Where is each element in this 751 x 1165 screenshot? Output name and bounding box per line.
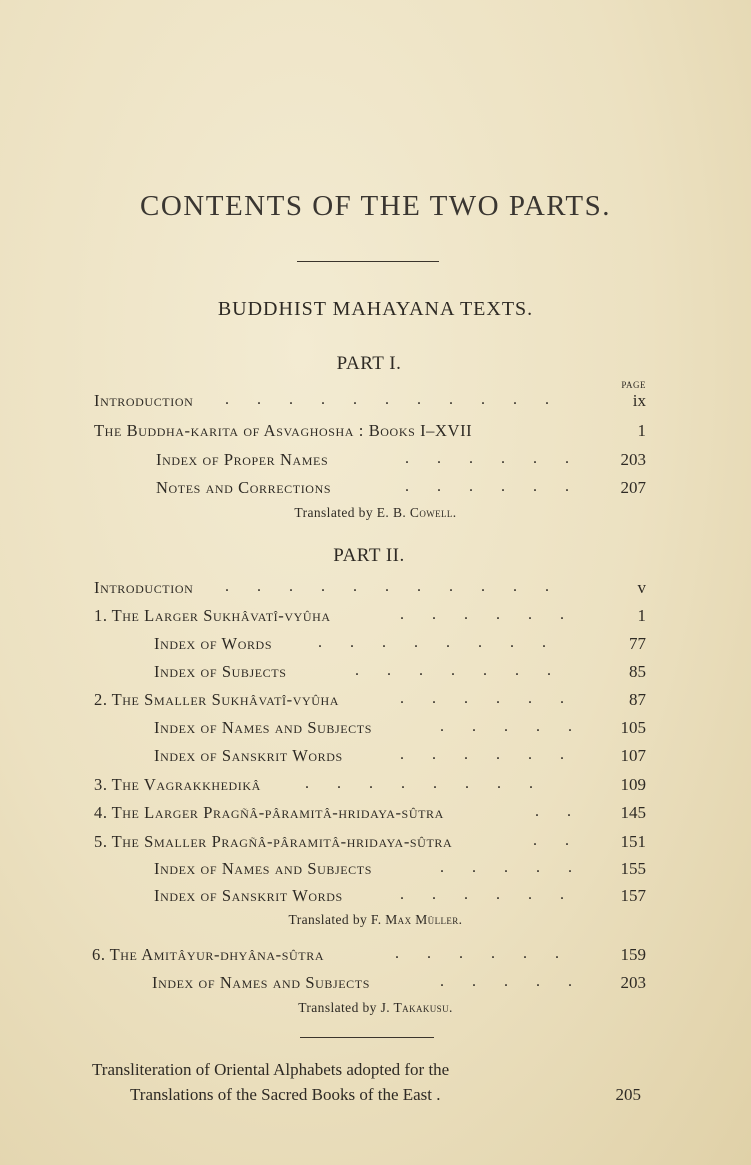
toc-entry bbox=[0, 690, 751, 714]
toc-page-number: 151 bbox=[620, 832, 646, 851]
leader-dots: . . . . . . . . bbox=[305, 775, 533, 792]
translator-name: J. Takakusu. bbox=[380, 1000, 453, 1015]
toc-entry-label: Index of Names and Subjects bbox=[154, 718, 372, 737]
entry-title: The Smaller Pragñâ-pâramitâ-hridaya-sûtra bbox=[111, 832, 453, 851]
toc-entry bbox=[0, 973, 751, 997]
toc-page-number: ix bbox=[632, 391, 646, 410]
toc-entry bbox=[0, 746, 751, 770]
toc-entry-label: Index of Subjects bbox=[154, 662, 287, 681]
translator-prefix: Translated by bbox=[294, 505, 373, 520]
toc-entry-label bbox=[94, 832, 452, 852]
toc-entry-label: Notes and Corrections bbox=[156, 478, 332, 497]
entry-number: 3. bbox=[94, 775, 108, 794]
toc-entry bbox=[0, 450, 751, 474]
toc-page-number: 109 bbox=[620, 775, 646, 794]
leader-dots: . . . . . . . . . . . bbox=[225, 578, 549, 595]
toc-entry bbox=[0, 886, 751, 910]
toc-entry-label: Index of Sanskrit Words bbox=[154, 886, 343, 905]
toc-entry bbox=[0, 478, 751, 502]
toc-page-number: 107 bbox=[620, 746, 646, 765]
entry-title: The Larger Sukhâvatî-vyûha bbox=[111, 606, 331, 625]
page-title: CONTENTS OF THE TWO PARTS. bbox=[140, 190, 611, 222]
leader-dots: . . . . . . bbox=[400, 606, 564, 623]
part1-heading: PART I. bbox=[336, 353, 402, 374]
toc-entry-label: Index of Proper Names bbox=[156, 450, 329, 469]
leader-dots: . . bbox=[533, 832, 569, 849]
section-divider bbox=[300, 1037, 434, 1038]
leader-dots: . . . . . . bbox=[400, 690, 564, 707]
toc-page-number: 1 bbox=[637, 606, 646, 625]
leader-dots: . . . . . . . . bbox=[318, 634, 546, 651]
page-column-label: PAGE bbox=[621, 380, 646, 390]
toc-page-number: 1 bbox=[637, 421, 646, 440]
translator-credit bbox=[0, 505, 751, 521]
entry-number: 5. bbox=[94, 832, 108, 851]
toc-page-number: 207 bbox=[620, 478, 646, 497]
toc-entry-label bbox=[94, 690, 339, 710]
toc-entry-label: Introduction bbox=[94, 578, 194, 597]
toc-entry bbox=[0, 832, 751, 856]
toc-page-number: v bbox=[637, 578, 646, 597]
toc-entry bbox=[0, 578, 751, 602]
translator-name: F. Max Müller. bbox=[370, 912, 463, 927]
toc-entry bbox=[0, 945, 751, 969]
toc-entry bbox=[0, 606, 751, 630]
toc-page-number: 87 bbox=[629, 690, 646, 709]
entry-number: 6. bbox=[92, 945, 106, 964]
leader-dots: . . . . . . . bbox=[355, 662, 551, 679]
entry-title: The Amitâyur-dhyâna-sûtra bbox=[109, 945, 325, 964]
entry-title: The Larger Pragñâ-pâramitâ-hridaya-sûtra bbox=[111, 803, 444, 822]
appendix-line-2: Translations of the Sacred Books of the East . bbox=[130, 1085, 441, 1104]
translator-name: E. B. Cowell. bbox=[376, 505, 457, 520]
toc-entry-label bbox=[94, 775, 261, 795]
entry-title: The Smaller Sukhâvatî-vyûha bbox=[111, 690, 340, 709]
leader-dots: . . bbox=[535, 803, 571, 820]
toc-entry-label: Index of Sanskrit Words bbox=[154, 746, 343, 765]
leader-dots: . . . . . . bbox=[405, 450, 569, 467]
toc-entry bbox=[0, 859, 751, 883]
leader-dots: . . . . . bbox=[440, 973, 572, 990]
toc-page-number: 203 bbox=[620, 450, 646, 469]
toc-entry bbox=[0, 391, 751, 415]
toc-page-number: 155 bbox=[620, 859, 646, 878]
toc-page-number: 157 bbox=[620, 886, 646, 905]
leader-dots: . . . . . bbox=[440, 859, 572, 876]
toc-entry-label: Introduction bbox=[94, 391, 194, 410]
translator-credit bbox=[0, 1000, 751, 1016]
translator-credit bbox=[0, 912, 751, 928]
part2-heading: PART II. bbox=[333, 545, 405, 566]
toc-entry-label bbox=[94, 803, 444, 823]
toc-entry bbox=[0, 662, 751, 686]
toc-page-number: 145 bbox=[620, 803, 646, 822]
toc-entry bbox=[0, 634, 751, 658]
appendix-line-1: Transliteration of Oriental Alphabets adopted for the bbox=[92, 1060, 450, 1079]
toc-entry bbox=[0, 421, 751, 445]
leader-dots: . . . . . . bbox=[395, 945, 559, 962]
toc-entry-label: Index of Words bbox=[154, 634, 273, 653]
toc-page-number: 77 bbox=[629, 634, 646, 653]
toc-page-number: 85 bbox=[629, 662, 646, 681]
entry-number: 4. bbox=[94, 803, 108, 822]
leader-dots: . . . . . . bbox=[400, 886, 564, 903]
toc-entry-label bbox=[94, 606, 331, 626]
toc-page-number: 203 bbox=[620, 973, 646, 992]
toc-entry-label: The Buddha-karita of Asvaghosha : Books I–XVII bbox=[94, 421, 473, 440]
toc-entry-label: Index of Names and Subjects bbox=[152, 973, 370, 992]
section-subtitle: BUDDHIST MAHAYANA TEXTS. bbox=[217, 298, 534, 320]
leader-dots: . . . . . . bbox=[400, 746, 564, 763]
toc-entry-label bbox=[92, 945, 324, 965]
entry-number: 2. bbox=[94, 690, 108, 709]
appendix-entry bbox=[92, 1057, 592, 1107]
toc-entry bbox=[0, 803, 751, 827]
toc-entry-label: Index of Names and Subjects bbox=[154, 859, 372, 878]
leader-dots: . . . . . . bbox=[405, 478, 569, 495]
entry-title: The Vagrakkhedikâ bbox=[111, 775, 261, 794]
title-divider bbox=[297, 261, 439, 262]
translator-prefix: Translated by bbox=[298, 1000, 377, 1015]
entry-number: 1. bbox=[94, 606, 108, 625]
toc-page-number: 105 bbox=[620, 718, 646, 737]
appendix-page-number: 205 bbox=[615, 1085, 641, 1104]
leader-dots: . . . . . bbox=[440, 718, 572, 735]
toc-entry bbox=[0, 775, 751, 799]
toc-entry bbox=[0, 718, 751, 742]
translator-prefix: Translated by bbox=[288, 912, 368, 927]
leader-dots: . . . . . . . . . . . bbox=[225, 391, 549, 408]
toc-page-number: 159 bbox=[620, 945, 646, 964]
